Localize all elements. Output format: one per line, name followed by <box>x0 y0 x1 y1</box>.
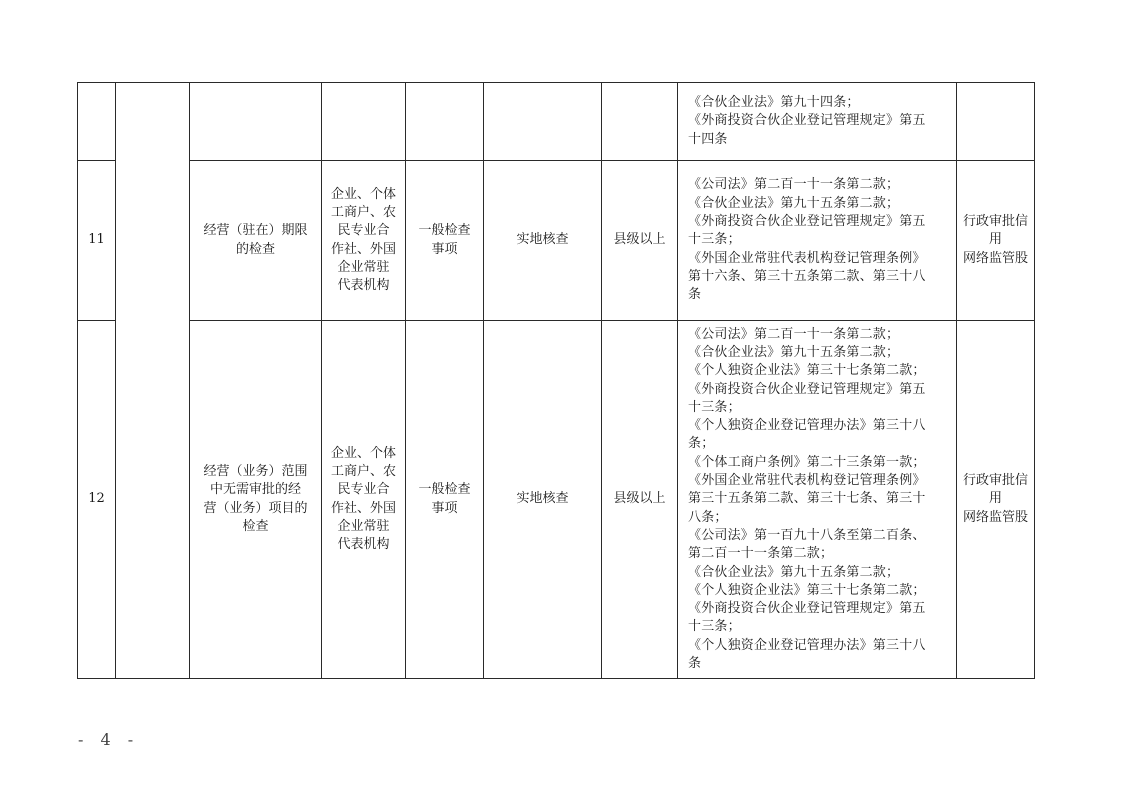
table-row <box>78 321 1035 679</box>
item-name-cell: 经营（驻在）期限 的检查 <box>190 161 322 321</box>
target-cell <box>322 83 406 161</box>
category-cell: 一般检查 事项 <box>406 161 484 321</box>
department-cell: 行政审批信用 网络监管股 <box>957 161 1035 321</box>
inspection-items-table <box>77 82 1035 679</box>
method-cell: 实地核查 <box>484 321 602 679</box>
item-name-cell <box>190 83 322 161</box>
department-cell <box>957 83 1035 161</box>
table-row <box>78 83 1035 161</box>
row-number-cell <box>78 83 116 161</box>
legal-basis-cell: 《公司法》第二百一十一条第二款； 《合伙企业法》第九十五条第二款； 《个人独资企业法》第三十七条第二款； 《外商投资合伙企业登记管理规定》第五 十三条； 《个人独资企业登记管理办法》第三十八 条； 《个体工商户条例》第二十三条第一款； 《外国企业常驻代表机构登记管理条例》 第三十五条第二款、第三十七条、第三十 八条； 《公司法》第一百九十八条至第二百条、 第二百一十一条第二款； 《合伙企业法》第九十五条第二款； 《个人独资企业法》第三十七条第二款； 《外商投资合伙企业登记管理规定》第五 十三条； 《个人独资企业登记管理办法》第三十八 条 <box>678 321 957 679</box>
legal-basis-cell: 《合伙企业法》第九十四条； 《外商投资合伙企业登记管理规定》第五 十四条 <box>678 83 957 161</box>
table-row <box>78 161 1035 321</box>
method-cell: 实地核查 <box>484 161 602 321</box>
row-number-cell: 12 <box>78 321 116 679</box>
page-number: - 4 - <box>78 730 140 749</box>
level-cell <box>602 83 678 161</box>
level-cell: 县级以上 <box>602 161 678 321</box>
merged-category-cell <box>116 83 190 679</box>
method-cell <box>484 83 602 161</box>
legal-basis-cell: 《公司法》第二百一十一条第二款； 《合伙企业法》第九十五条第二款； 《外商投资合伙企业登记管理规定》第五 十三条； 《外国企业常驻代表机构登记管理条例》 第十六条、第三十五条第二款、第三十八 条 <box>678 161 957 321</box>
category-cell <box>406 83 484 161</box>
item-name-cell: 经营（业务）范围 中无需审批的经 营（业务）项目的 检查 <box>190 321 322 679</box>
department-cell: 行政审批信用 网络监管股 <box>957 321 1035 679</box>
target-cell: 企业、个体 工商户、农 民专业合 作社、外国 企业常驻 代表机构 <box>322 321 406 679</box>
category-cell: 一般检查 事项 <box>406 321 484 679</box>
target-cell: 企业、个体 工商户、农 民专业合 作社、外国 企业常驻 代表机构 <box>322 161 406 321</box>
level-cell: 县级以上 <box>602 321 678 679</box>
row-number-cell: 11 <box>78 161 116 321</box>
